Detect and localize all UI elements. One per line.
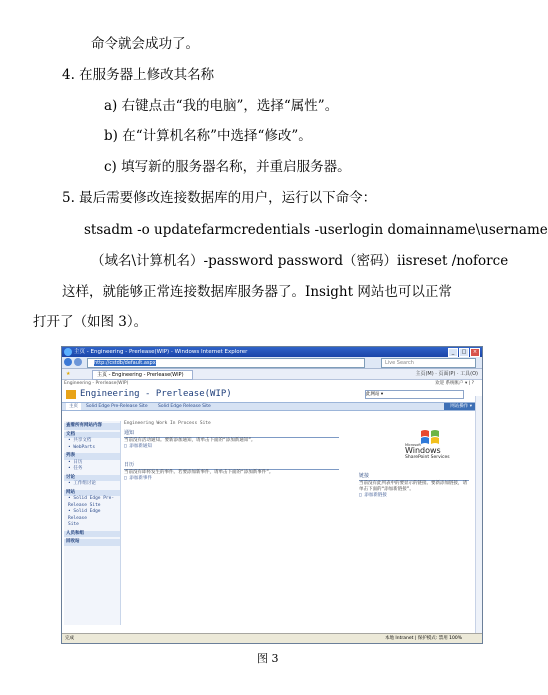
quicklaunch-item[interactable]: Release Site — [68, 502, 101, 508]
quicklaunch-item[interactable]: • Solid Edge Pre- — [68, 496, 115, 501]
site-search-input[interactable]: 此网站 ▾ — [365, 390, 464, 399]
quicklaunch-heading[interactable]: 人员和组 — [64, 531, 120, 538]
quicklaunch-heading[interactable]: 查看所有网站内容 — [64, 423, 120, 430]
doc-step: 5. 最后需要修改连接数据库的用户，运行以下命令： — [62, 190, 377, 206]
quicklaunch-heading[interactable]: 回收站 — [64, 539, 120, 546]
webpart-title: 通知 — [124, 430, 339, 438]
window-title: 主页 - Engineering - Prerlease(WIP) - Windows Internet Explorer — [74, 349, 248, 355]
minimize-button[interactable]: _ — [448, 348, 458, 357]
breadcrumb: Engineering - Prerlease(WIP) 欢迎 系统帐户 ▾ | ? — [64, 381, 474, 386]
page-heading: Engineering Work In Process Site — [124, 421, 211, 426]
doc-command: （域名\计算机名）-password password（密码）iisreset /noforce — [91, 253, 509, 269]
quicklaunch-item[interactable]: • WebParts — [68, 444, 96, 450]
site-logo-icon — [66, 390, 76, 399]
forward-icon[interactable] — [74, 358, 82, 366]
site-title: Engineering - Prerlease(WIP) — [80, 389, 232, 399]
quicklaunch-heading[interactable]: 讨论 — [64, 475, 120, 482]
tab-release[interactable]: Solid Edge Release Site — [158, 404, 211, 409]
quicklaunch-heading[interactable]: 列表 — [64, 453, 120, 460]
tab-home[interactable]: 主页 — [66, 403, 81, 410]
quicklaunch-heading[interactable]: 文档 — [64, 432, 120, 439]
add-notice-link[interactable]: □ 添加新通知 — [124, 444, 152, 449]
quicklaunch-item[interactable]: • 任务 — [68, 466, 83, 471]
add-link-link[interactable]: □ 添加新链接 — [359, 493, 387, 498]
vertical-scrollbar[interactable] — [475, 396, 482, 634]
welcome-menu[interactable]: 欢迎 系统帐户 ▾ | ? — [435, 381, 474, 386]
doc-substep: b) 在“计算机名称”中选择“修改”。 — [104, 128, 312, 144]
address-input[interactable]: http://cstdb/default.aspx — [87, 358, 365, 368]
ie-icon — [64, 348, 72, 356]
window-titlebar — [62, 347, 482, 357]
main-content — [124, 421, 474, 498]
browser-tab[interactable]: 主页 - Engineering - Prerlease(WIP) — [92, 370, 193, 380]
quicklaunch-item[interactable]: • Solid Edge Release — [68, 509, 101, 521]
doc-step: 4. 在服务器上修改其名称 — [62, 67, 215, 83]
site-header — [62, 388, 482, 402]
close-button[interactable]: × — [470, 348, 480, 357]
windows-sharepoint-logo: Microsoft Windows SharePoint Services — [399, 425, 459, 465]
command-bar[interactable]: 主页(M) · 页面(P) · 工具(O) — [415, 371, 478, 377]
quicklaunch-heading[interactable]: 网站 — [64, 490, 120, 497]
tab-prerelease[interactable]: Solid Edge Pre-Release Site — [86, 404, 148, 409]
webpart-title: 日历 — [124, 462, 339, 470]
quick-launch — [64, 421, 121, 625]
add-event-link[interactable]: □ 添加新事件 — [124, 476, 152, 481]
figure-caption: 图 3 — [257, 652, 279, 665]
browser-screenshot — [61, 346, 483, 644]
quicklaunch-item[interactable]: Site — [68, 522, 79, 527]
doc-command: stsadm -o updatefarmcredentials -userlogin domainname\username — [84, 222, 548, 238]
notice-webpart: 通知 当前没有活动通知。要新添加通知，请单击下面的“添加新通知”。 □ 添加新通知 — [124, 430, 339, 450]
doc-substep: a) 右键点击“我的电脑”，选择“属性”。 — [104, 98, 339, 114]
back-icon[interactable] — [64, 358, 72, 366]
links-webpart: 链接 当前没有此列表中的要显示的链接。要新添加链接，请单击下面的“添加新链接”。 □ 添加新链接 — [359, 473, 467, 498]
doc-paragraph: 这样，就能够正常连接数据库服务器了。Insight 网站也可以正常 — [62, 284, 452, 300]
top-nav — [62, 402, 482, 411]
doc-substep: c) 填写新的服务器名称，并重启服务器。 — [104, 159, 351, 175]
address-bar — [62, 357, 482, 369]
quicklaunch-item[interactable]: • 工作组讨论 — [68, 481, 96, 486]
quicklaunch-item[interactable]: • 共享文档 — [68, 438, 92, 443]
tab-bar — [62, 369, 482, 380]
favorites-icon[interactable]: ★ — [66, 371, 71, 377]
calendar-webpart: 日历 当前没有即将发生的事件。若要添加新事件，请单击下面的“添加新事件”。 □ 添加新事件 — [124, 462, 339, 482]
site-actions-button[interactable]: 网站操作 ▾ — [444, 403, 478, 410]
webpart-title: 链接 — [359, 473, 469, 481]
doc-paragraph: 打开了（如图 3）。 — [33, 314, 148, 330]
maximize-button[interactable]: □ — [459, 348, 469, 357]
search-input[interactable]: Live Search — [381, 358, 476, 368]
status-bar: 完成 本地 Intranet | 保护模式: 禁用 100% — [62, 633, 482, 643]
doc-line: 命令就会成功了。 — [91, 36, 199, 52]
quicklaunch-item[interactable]: • 日历 — [68, 459, 83, 465]
